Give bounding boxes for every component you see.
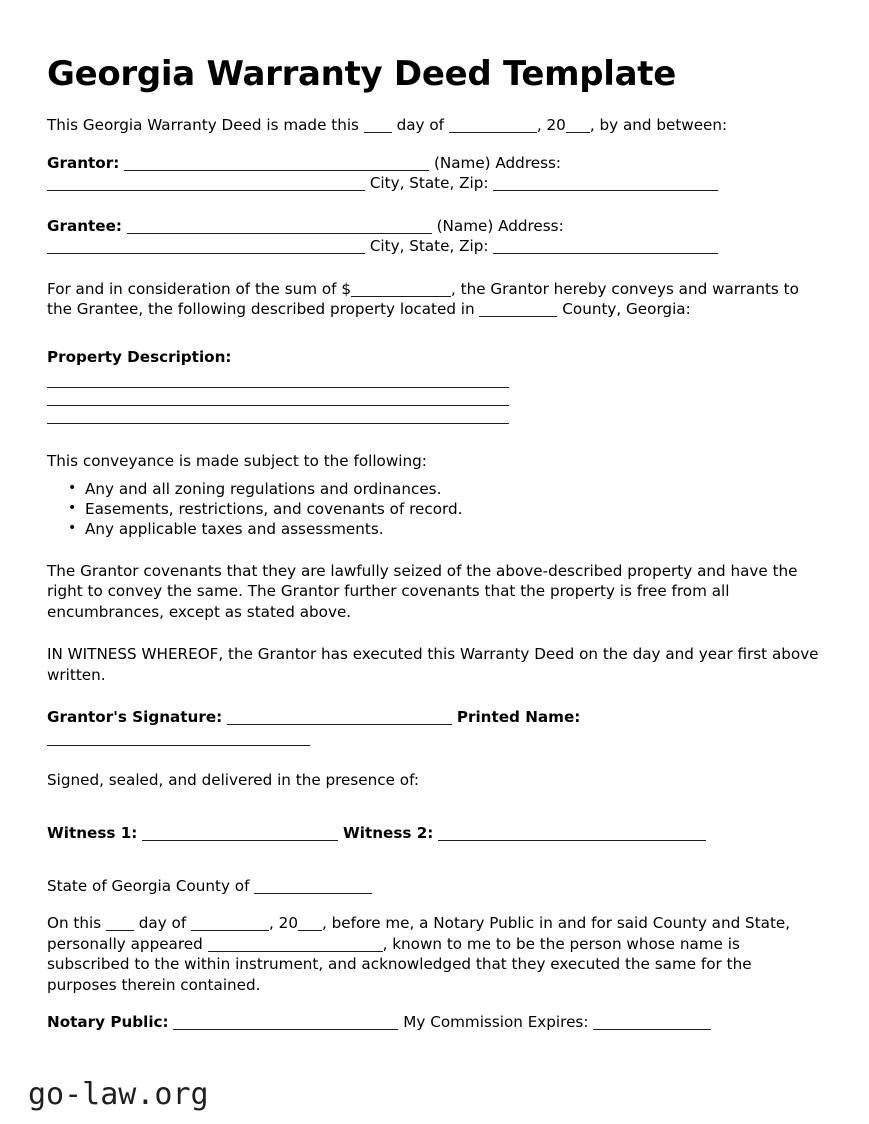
spacer [47,896,822,913]
spacer [47,748,822,770]
page-title: Georgia Warranty Deed Template [47,54,676,94]
ack-part2: day of [138,914,187,933]
grantor-signature-label: Grantor's Signature: [47,708,223,727]
grantor-city-blank[interactable] [493,178,718,191]
notary-month-blank[interactable] [191,918,269,931]
intro-month-blank[interactable] [449,120,537,133]
list-item: • Easements, restrictions, and covenants of record. [85,499,822,519]
grantor-label: Grantor: [47,153,120,172]
grantor-signature-blank[interactable] [227,712,452,725]
witness1-label: Witness 1: [47,824,138,843]
grantee-name-blank[interactable] [127,221,432,234]
property-description-line-2[interactable] [47,405,509,406]
list-item: • Any and all zoning regulations and ordinances. [85,479,822,499]
grantee-name-note: (Name) Address: [436,216,564,235]
intro-paragraph [47,115,822,136]
consideration-part3: County, Georgia: [562,300,691,319]
property-description-heading: Property Description: [47,347,232,366]
grantee-label: Grantee: [47,216,122,235]
spacer [47,194,822,216]
conveyance-conditions-list [47,479,822,539]
conveyance-lead-in: This conveyance is made subject to the following: [47,452,427,471]
notary-county-blank[interactable] [254,881,372,894]
notary-public-blank[interactable] [173,1017,398,1030]
spacer [47,93,822,115]
consideration-part1: For and in consideration of the sum of $ [47,279,351,298]
intro-day-blank[interactable] [364,120,392,133]
covenants-paragraph: The Grantor covenants that they are lawfully seized of the above-described property and have the right to convey the same. The Grantor further covenants that the property is free from all encumbrances, except as stated above. [47,561,798,621]
spacer [47,859,822,876]
spacer [47,257,822,279]
property-description-blank-lines [47,367,822,424]
spacer [47,685,822,707]
state-county-line [47,876,822,897]
ack-part4: , before me, a Notary Public in and for said County and State, personally appeared [47,914,791,953]
commission-expires-label: My Commission Expires: [403,1013,589,1032]
list-item: • Any applicable taxes and assessments. [85,519,822,539]
consideration-amount-blank[interactable] [351,284,451,297]
intro-text-part3: , 20 [536,116,566,135]
spacer [47,791,822,808]
witness2-label: Witness 2: [343,824,434,843]
commission-expires-blank[interactable] [593,1017,711,1030]
signature-block [47,707,822,748]
notary-public-label: Notary Public: [47,1013,169,1032]
printed-name-label: Printed Name: [456,708,581,727]
intro-text-part2: day of [396,116,445,135]
presence-line: Signed, sealed, and delivered in the presence of: [47,771,420,790]
grantor-address-blank[interactable] [47,178,365,191]
notary-year-blank[interactable] [298,918,322,931]
intro-text-part1: This Georgia Warranty Deed is made this [47,116,359,135]
consideration-part2: , the Grantor hereby conveys and warrants to the Grantee, the following described property located in [47,279,799,319]
spacer [47,622,822,644]
intro-year-blank[interactable] [566,120,590,133]
grantee-block [47,216,822,257]
witness2-blank[interactable] [438,828,706,841]
notary-appeared-name-blank[interactable] [208,939,383,952]
spacer [47,539,822,561]
notary-acknowledgment-paragraph [47,913,822,995]
consideration-paragraph [47,279,822,320]
ack-part3: , 20 [269,914,298,933]
grantor-block [47,153,822,194]
spacer [47,320,822,347]
witness-row [47,823,822,844]
consideration-county-blank[interactable] [479,304,557,317]
grantor-city-note: City, State, Zip: [369,174,489,193]
state-county-prefix: State of Georgia County of [47,876,250,895]
grantor-name-note: (Name) Address: [433,153,562,172]
spacer [47,424,822,451]
spacer [47,136,822,153]
witness-whereof-paragraph: IN WITNESS WHEREOF, the Grantor has executed this Warranty Deed on the day and year first above written. [47,645,819,684]
grantee-city-blank[interactable] [493,241,718,254]
witness1-blank[interactable] [142,828,338,841]
printed-name-blank[interactable] [47,733,310,746]
spacer [47,995,822,1012]
notary-day-blank[interactable] [106,918,134,931]
ack-part1: On this [47,914,102,933]
notary-signature-row [47,1012,822,1033]
grantee-address-blank[interactable] [47,241,365,254]
intro-text-part4: , by and between: [589,116,728,135]
grantor-name-blank[interactable] [124,158,429,171]
property-description-line-1[interactable] [47,387,509,388]
ack-part5: , known to me to be the person whose name is subscribed to the within instrument, and acknowledged that they executed the same for the purposes therein contained. [47,934,752,994]
grantee-city-note: City, State, Zip: [369,237,489,256]
site-watermark: go-law.org [28,1077,209,1112]
